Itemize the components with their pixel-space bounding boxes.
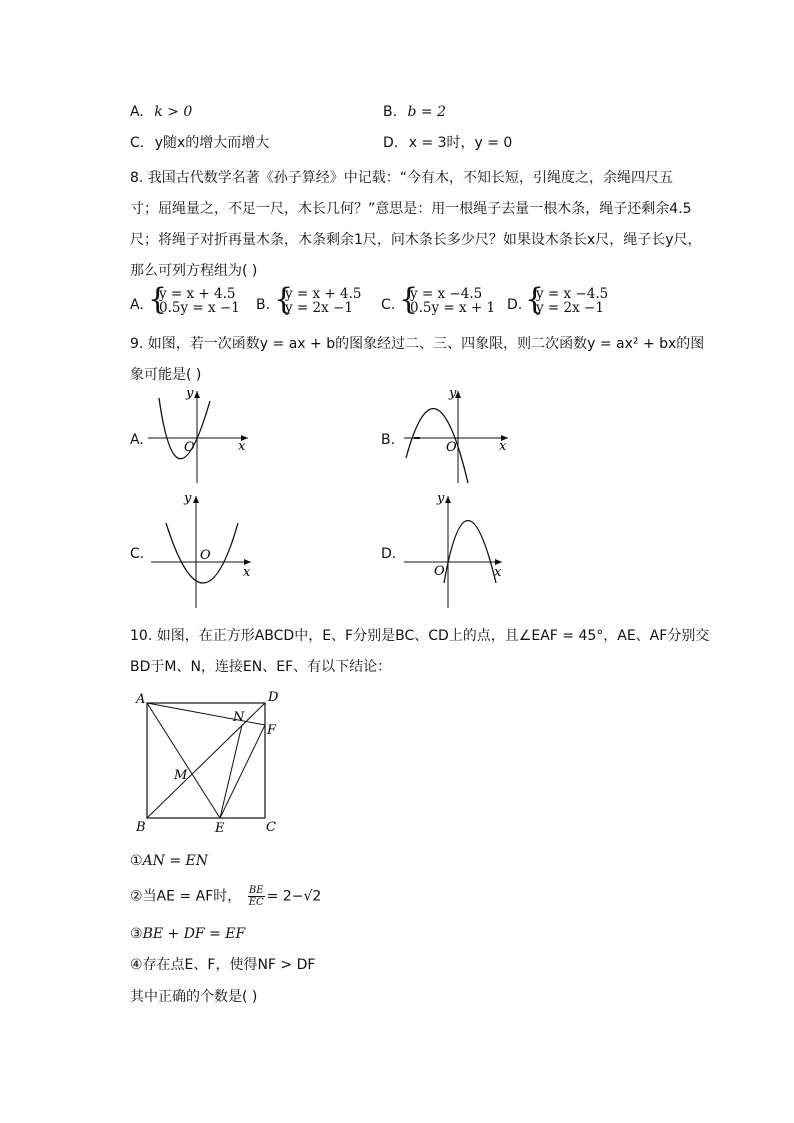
- x-axis-label: x: [494, 565, 502, 580]
- q10-text-line-1: 10. 如图，在正方形ABCD中，E、F分别是BC、CD上的点，且∠EAF = 45°，AE、AF分别交: [130, 628, 710, 644]
- equation-system: [536, 287, 608, 315]
- conclusion-text: 当AE = AF时，: [142, 888, 242, 905]
- point-label-n: N: [233, 710, 245, 725]
- option-label: D.: [507, 297, 523, 313]
- x-axis-label: x: [499, 439, 507, 454]
- conclusion-text: BE + DF = EF: [142, 926, 246, 942]
- y-axis-label: y: [184, 491, 192, 506]
- conclusion-2: [130, 885, 321, 911]
- q7-option-b[interactable]: [383, 104, 446, 121]
- option-label: A.: [130, 104, 144, 120]
- option-label: B.: [256, 297, 271, 313]
- brace: {: [274, 282, 294, 317]
- x-axis-label: x: [238, 439, 246, 454]
- option-label: C.: [130, 546, 145, 562]
- y-axis-arrow: [445, 496, 451, 503]
- conclusion-text: 存在点E、F，使得NF > DF: [142, 957, 316, 973]
- option-text: k > 0: [154, 104, 193, 120]
- option-text: y随x的增大而增大: [154, 135, 270, 151]
- option-label: A.: [130, 432, 144, 448]
- conclusion-result: = 2−√2: [266, 888, 322, 905]
- q7-option-d[interactable]: [383, 135, 512, 152]
- q7-option-a[interactable]: [130, 104, 192, 121]
- conclusion-3: [130, 926, 245, 943]
- option-text: b = 2: [407, 104, 447, 120]
- segment-en: [220, 725, 242, 818]
- q10-question: 其中正确的个数是( ): [130, 989, 258, 1005]
- origin-label: O: [200, 548, 211, 563]
- q8-text-line-4: 那么可列方程组为( ): [130, 263, 258, 279]
- q8-text-line-3: 尺；将绳子对折再量木条，木条剩余1尺，问木条长多少尺？如果设木条长x尺，绳子长y尺，: [130, 232, 702, 248]
- q9-text-line-2: 象可能是( ): [130, 367, 202, 383]
- option-label: A.: [130, 297, 144, 313]
- segment-af: [147, 703, 265, 725]
- origin-label: O: [434, 564, 445, 579]
- equation-1: y = x + 4.5: [159, 286, 236, 302]
- option-label: C.: [130, 135, 145, 151]
- origin-label: O: [446, 440, 457, 455]
- option-label: D.: [381, 546, 397, 562]
- parabola-curve: [444, 521, 496, 584]
- q8-text-line-1: 8. 我国古代数学名著《孙子算经》中记载：“今有木，不知长短，引绳度之，余绳四尺五: [130, 170, 674, 186]
- point-label-e: E: [215, 821, 225, 836]
- option-text: x = 3时，y = 0: [408, 135, 513, 151]
- graph-b: [396, 383, 516, 488]
- equation-2: 0.5y = x + 1: [410, 300, 496, 316]
- fraction: [248, 885, 265, 908]
- graph-a: [140, 383, 260, 488]
- equation-system: [285, 287, 362, 315]
- point-label-f: F: [267, 723, 277, 738]
- point-label-c: C: [266, 820, 276, 835]
- segment-ef: [220, 725, 265, 818]
- origin-label: O: [184, 440, 195, 455]
- circled-number: ③: [130, 926, 143, 942]
- equation-2: 0.5y = x −1: [159, 300, 240, 316]
- brace: {: [148, 282, 168, 317]
- y-axis-label: y: [437, 491, 445, 506]
- equation-system: [410, 287, 495, 315]
- q9-text-line-1: 9. 如图，若一次函数y = ax + b的图象经过二、三、四象限，则二次函数y = ax² + bx的图: [130, 336, 705, 352]
- equation-1: y = x −4.5: [410, 286, 483, 302]
- brace: {: [525, 282, 545, 317]
- brace: {: [399, 282, 419, 317]
- circled-number: ①: [130, 853, 143, 869]
- fraction-numerator: BE: [248, 885, 264, 896]
- equation-2: y = 2x −1: [285, 300, 353, 316]
- graph-d: [398, 488, 513, 613]
- option-label: C.: [381, 297, 396, 313]
- x-axis-label: x: [243, 565, 251, 580]
- option-label: B.: [381, 432, 396, 448]
- conclusion-4: [130, 957, 315, 974]
- point-label-b: B: [136, 820, 146, 835]
- option-label: D.: [383, 135, 399, 151]
- equation-2: y = 2x −1: [536, 300, 604, 316]
- equation-system: [159, 287, 240, 315]
- y-axis-arrow: [194, 391, 200, 398]
- option-label: B.: [383, 104, 398, 120]
- y-axis-label: y: [449, 386, 457, 401]
- point-label-a: A: [136, 692, 146, 707]
- equation-1: y = x −4.5: [536, 286, 609, 302]
- equation-1: y = x + 4.5: [285, 286, 362, 302]
- circled-number: ②: [130, 888, 143, 905]
- segment-ae: [147, 703, 220, 818]
- point-label-d: D: [268, 690, 279, 705]
- graph-c: [146, 488, 261, 613]
- y-axis-label: y: [186, 386, 194, 401]
- y-axis-arrow: [193, 496, 199, 503]
- conclusion-text: AN = EN: [142, 853, 209, 869]
- q7-option-c[interactable]: [130, 135, 269, 152]
- q10-text-line-2: BD于M、N，连接EN、EF、有以下结论：: [130, 659, 392, 675]
- parabola-curve: [406, 409, 468, 483]
- point-label-m: M: [174, 768, 188, 783]
- conclusion-1: [130, 853, 208, 870]
- circled-number: ④: [130, 957, 143, 973]
- fraction-denominator: EC: [248, 897, 264, 908]
- square-figure: [128, 685, 288, 840]
- q8-text-line-2: 寸；屈绳量之，不足一尺，木长几何？”意思是：用一根绳子去量一根木条，绳子还剩余4.5: [130, 201, 692, 217]
